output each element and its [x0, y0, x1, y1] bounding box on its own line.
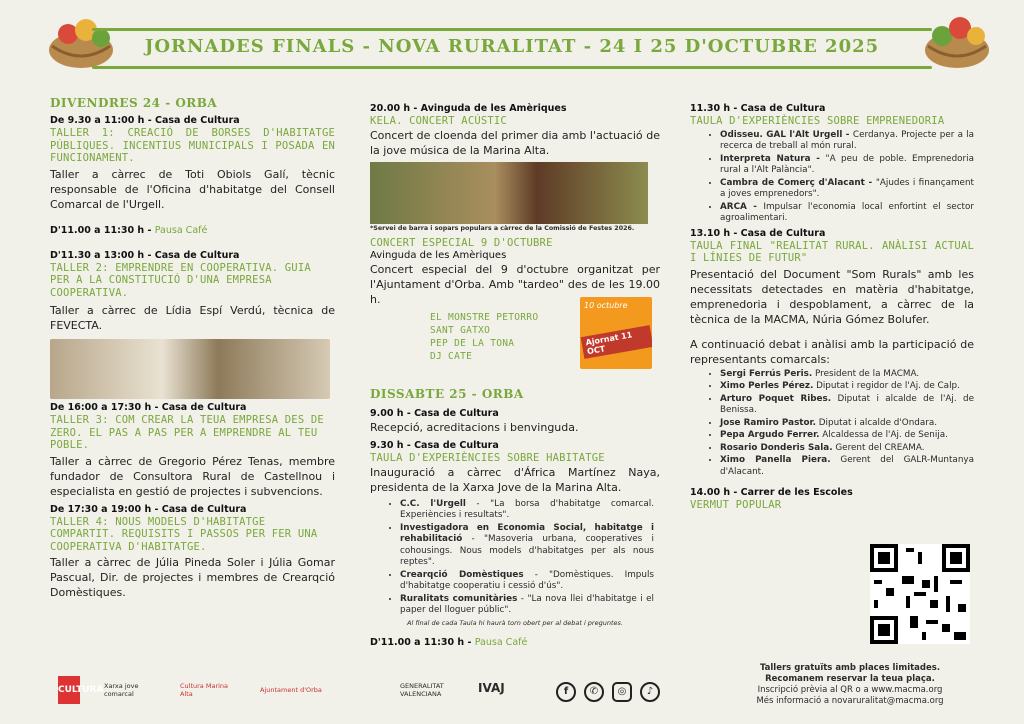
concert-title: KELA. CONCERT ACÚSTIC	[370, 115, 507, 127]
session-title: TALLER 3: COM CREAR LA TEUA EMPRESA DES DE ZERO. EL PAS A PAS PER A EMPRENDRE AL TEU POBLE.	[50, 414, 324, 451]
header-rule-bottom	[92, 66, 932, 69]
list-item: • Pepa Argudo Ferrer. Alcaldessa de l'Aj. de Senija.	[720, 430, 974, 442]
session-text: Inauguració a càrrec d'África Martínez Naya, presidenta de la Xarxa Jove de la Marina Alta.	[370, 465, 660, 494]
session-title: TAULA D'EXPERIÈNCIES SOBRE HABITATGE	[370, 452, 605, 464]
basket-illustration-right	[922, 10, 992, 72]
speaker-list	[704, 130, 974, 225]
list-item: • Crearqció Domèstiques - "Domèstiques. Impuls d'habitatge cooperatiu i cessió d'ús".	[400, 570, 654, 593]
session-time: 14.00 h - Carrer de les Escoles	[690, 487, 853, 498]
header-rule-top	[92, 28, 932, 31]
session-time: De 16:00 a 17:30 h - Casa de Cultura	[50, 402, 247, 413]
session-time: 13.10 h - Casa de Cultura	[690, 227, 826, 239]
workshop-photo	[50, 339, 330, 399]
session-time: De 17:30 a 19:00 h - Casa de Cultura	[50, 503, 247, 515]
column-friday	[50, 96, 335, 600]
speaker-list	[384, 499, 654, 617]
list-item: • ARCA - Impulsar l'economia local enfortint el sector agroalimentari.	[720, 202, 974, 225]
list-item: • Investigadora en Economia Social, habitatge i rehabilitació - "Masoveria urbana, cooperatives i cohousings. Nous models d'habitatges per als nous reptes".	[400, 523, 654, 569]
break-time: D'11.00 a 11:30 h - Pausa Café	[50, 224, 208, 236]
instagram-icon[interactable]: ◎	[612, 682, 632, 702]
day-heading-friday: DIVENDRES 24 - ORBA	[50, 96, 218, 110]
session-text: Recepció, acreditacions i benvinguda.	[370, 421, 579, 434]
list-item: • Sergi Ferrús Peris. President de la MACMA.	[720, 369, 974, 381]
whatsapp-icon[interactable]: ✆	[584, 682, 604, 702]
session-time: D'11.30 a 13:00 h - Casa de Cultura	[50, 249, 240, 261]
band-name: DJ CATE	[430, 351, 473, 362]
list-item: • Rosario Donderis Sala. Gerent del CREAMA.	[720, 443, 974, 455]
session-title: TAULA FINAL "REALITAT RURAL. ANÀLISI ACTUAL I LÍNIES DE FUTUR"	[690, 239, 974, 264]
session-text: A continuació debat i anàlisi amb la participació de representants comarcals:	[690, 337, 974, 366]
session-text: Presentació del Document "Som Rurals" amb les necessitats detectades en matèria d'habitatge, emprenedoria i despoblament, a càrrec de la tècnica de la MACMA, Núria Gómez Bolufer.	[690, 267, 974, 326]
list-item: • Ximo Perles Pérez. Diputat i regidor de l'Aj. de Calp.	[720, 381, 974, 393]
session-time: 9.30 h - Casa de Cultura	[370, 440, 499, 451]
column-right	[690, 102, 974, 512]
day-heading-saturday: DISSABTE 25 - ORBA	[370, 387, 524, 401]
list-item: • Odisseu. GAL l'Alt Urgell - Cerdanya. Projecte per a la recerca de treball al món rural.	[720, 130, 974, 153]
concert-poster: 10 octubre Ajornat 11 OCT	[580, 297, 652, 369]
concert-time: 20.00 h - Avinguda de les Amèriques	[370, 103, 567, 114]
tiktok-icon[interactable]: ♪	[640, 682, 660, 702]
list-item: • Arturo Poquet Ribes. Diputat i alcalde de l'Aj. de Benissa.	[720, 394, 974, 417]
list-item: • Cambra de Comerç d'Alacant - "Ajudes i finançament a joves emprenedors".	[720, 178, 974, 201]
debate-note: Al final de cada Taula hi haurà torn obert per al debat i preguntes.	[407, 618, 623, 627]
band-name: PEP DE LA TONA	[430, 338, 515, 349]
session-text: Taller a càrrec de Gregorio Pérez Tenas, membre fundador de Consultora Rural de Castellnou i especialista en gestió de projectes i subvencions.	[50, 454, 335, 498]
session-title: TALLER 2: EMPRENDRE EN COOPERATIVA. GUIA PER A LA CONSTITUCIÓ D'UNA EMPRESA COOPERATIVA.	[50, 261, 311, 299]
break-time: D'11.00 a 11:30 h - Pausa Café	[370, 636, 528, 648]
cultura-marina-alta-logo: Cultura Marina Alta	[180, 682, 229, 698]
column-center	[370, 102, 660, 649]
concert-text: Concert de cloenda del primer dia amb l'actuació de la jove música de la Marina Alta.	[370, 128, 660, 157]
registration-info: Tallers gratuïts amb places limitades. Recomanem reservar la teua plaça. Inscripció prèvia al QR o a www.macma.org Més informació a novaruralitat@macma.org	[756, 663, 944, 706]
photo-caption: *Servei de barra i sopars populars a càrrec de la Comissió de Festes 2026.	[370, 224, 635, 232]
ajuntament-orba-logo: Ajuntament d'Orba	[260, 686, 322, 694]
concert-place: Avinguda de les Amèriques	[370, 250, 507, 261]
list-item: • Ximo Panella Piera. Gerent del GALR-Muntanya d'Alacant.	[720, 455, 974, 478]
concert-title: CONCERT ESPECIAL 9 D'OCTUBRE	[370, 236, 553, 249]
qr-code[interactable]	[870, 544, 970, 644]
concert-photo	[370, 162, 648, 224]
session-time: 9.00 h - Casa de Cultura	[370, 408, 499, 419]
band-name: SANT GATXO	[430, 325, 491, 336]
concert-text: Concert especial del 9 d'octubre organitzat per l'Ajuntament d'Orba. Amb "tardeo" des de les 19.00 h.	[370, 263, 660, 306]
representatives-list	[704, 369, 974, 479]
session-time: 11.30 h - Casa de Cultura	[690, 103, 826, 114]
session-title: VERMUT POPULAR	[690, 499, 782, 511]
list-item: • Interpreta Natura - "A peu de poble. Emprenedoria rural a l'Alt Palància".	[720, 154, 974, 177]
cultura-logo: CULTURA	[58, 676, 80, 704]
session-text: Taller a càrrec de Júlia Pineda Soler i Júlia Gomar Pascual, Dir. de projectes i membres de Crearqció Domèstiques.	[50, 556, 335, 599]
list-item: • Jose Ramiro Pastor. Diputat i alcalde d'Ondara.	[720, 418, 974, 430]
band-name: EL MONSTRE PETORRO	[430, 312, 539, 323]
session-title: TAULA D'EXPERIÈNCIES SOBRE EMPRENEDORIA	[690, 115, 945, 127]
session-time: De 9.30 a 11:00 h - Casa de Cultura	[50, 115, 240, 126]
facebook-icon[interactable]: f	[556, 682, 576, 702]
list-item: • Ruralitats comunitàries - "La nova llei d'habitatge i el paper del lloguer públic".	[400, 594, 654, 617]
ivaj-logo: IVAJ	[478, 681, 505, 695]
page-title: JORNADES FINALS - NOVA RURALITAT - 24 I 25 D'OCTUBRE 2025	[144, 36, 880, 57]
generalitat-logo: GENERALITAT VALENCIANA	[400, 682, 444, 698]
session-title: TALLER 1: CREACIÓ DE BORSES D'HABITATGE PÚBLIQUES. INCENTIUS MUNICIPALS I POSADA EN FUNCIONAMENT.	[50, 127, 335, 164]
session-text: Taller a càrrec de Toti Obiols Galí, tècnic responsable de l'Oficina d'habitatge del Consell Comarcal de l'Urgell.	[50, 167, 335, 211]
xarxa-jove-logo: Xarxa jove comarcal	[104, 682, 139, 698]
session-text: Taller a càrrec de Lídia Espí Verdú, tècnica de FEVECTA.	[50, 304, 335, 332]
session-title: TALLER 4: NOUS MODELS D'HABITATGE COMPARTIT. REQUISITS I PASSOS PER FER UNA COOPERATIVA D'HABITATGE.	[50, 515, 318, 553]
list-item: • C.C. l'Urgell - "La borsa d'habitatge comarcal. Experiències i resultats".	[400, 499, 654, 522]
